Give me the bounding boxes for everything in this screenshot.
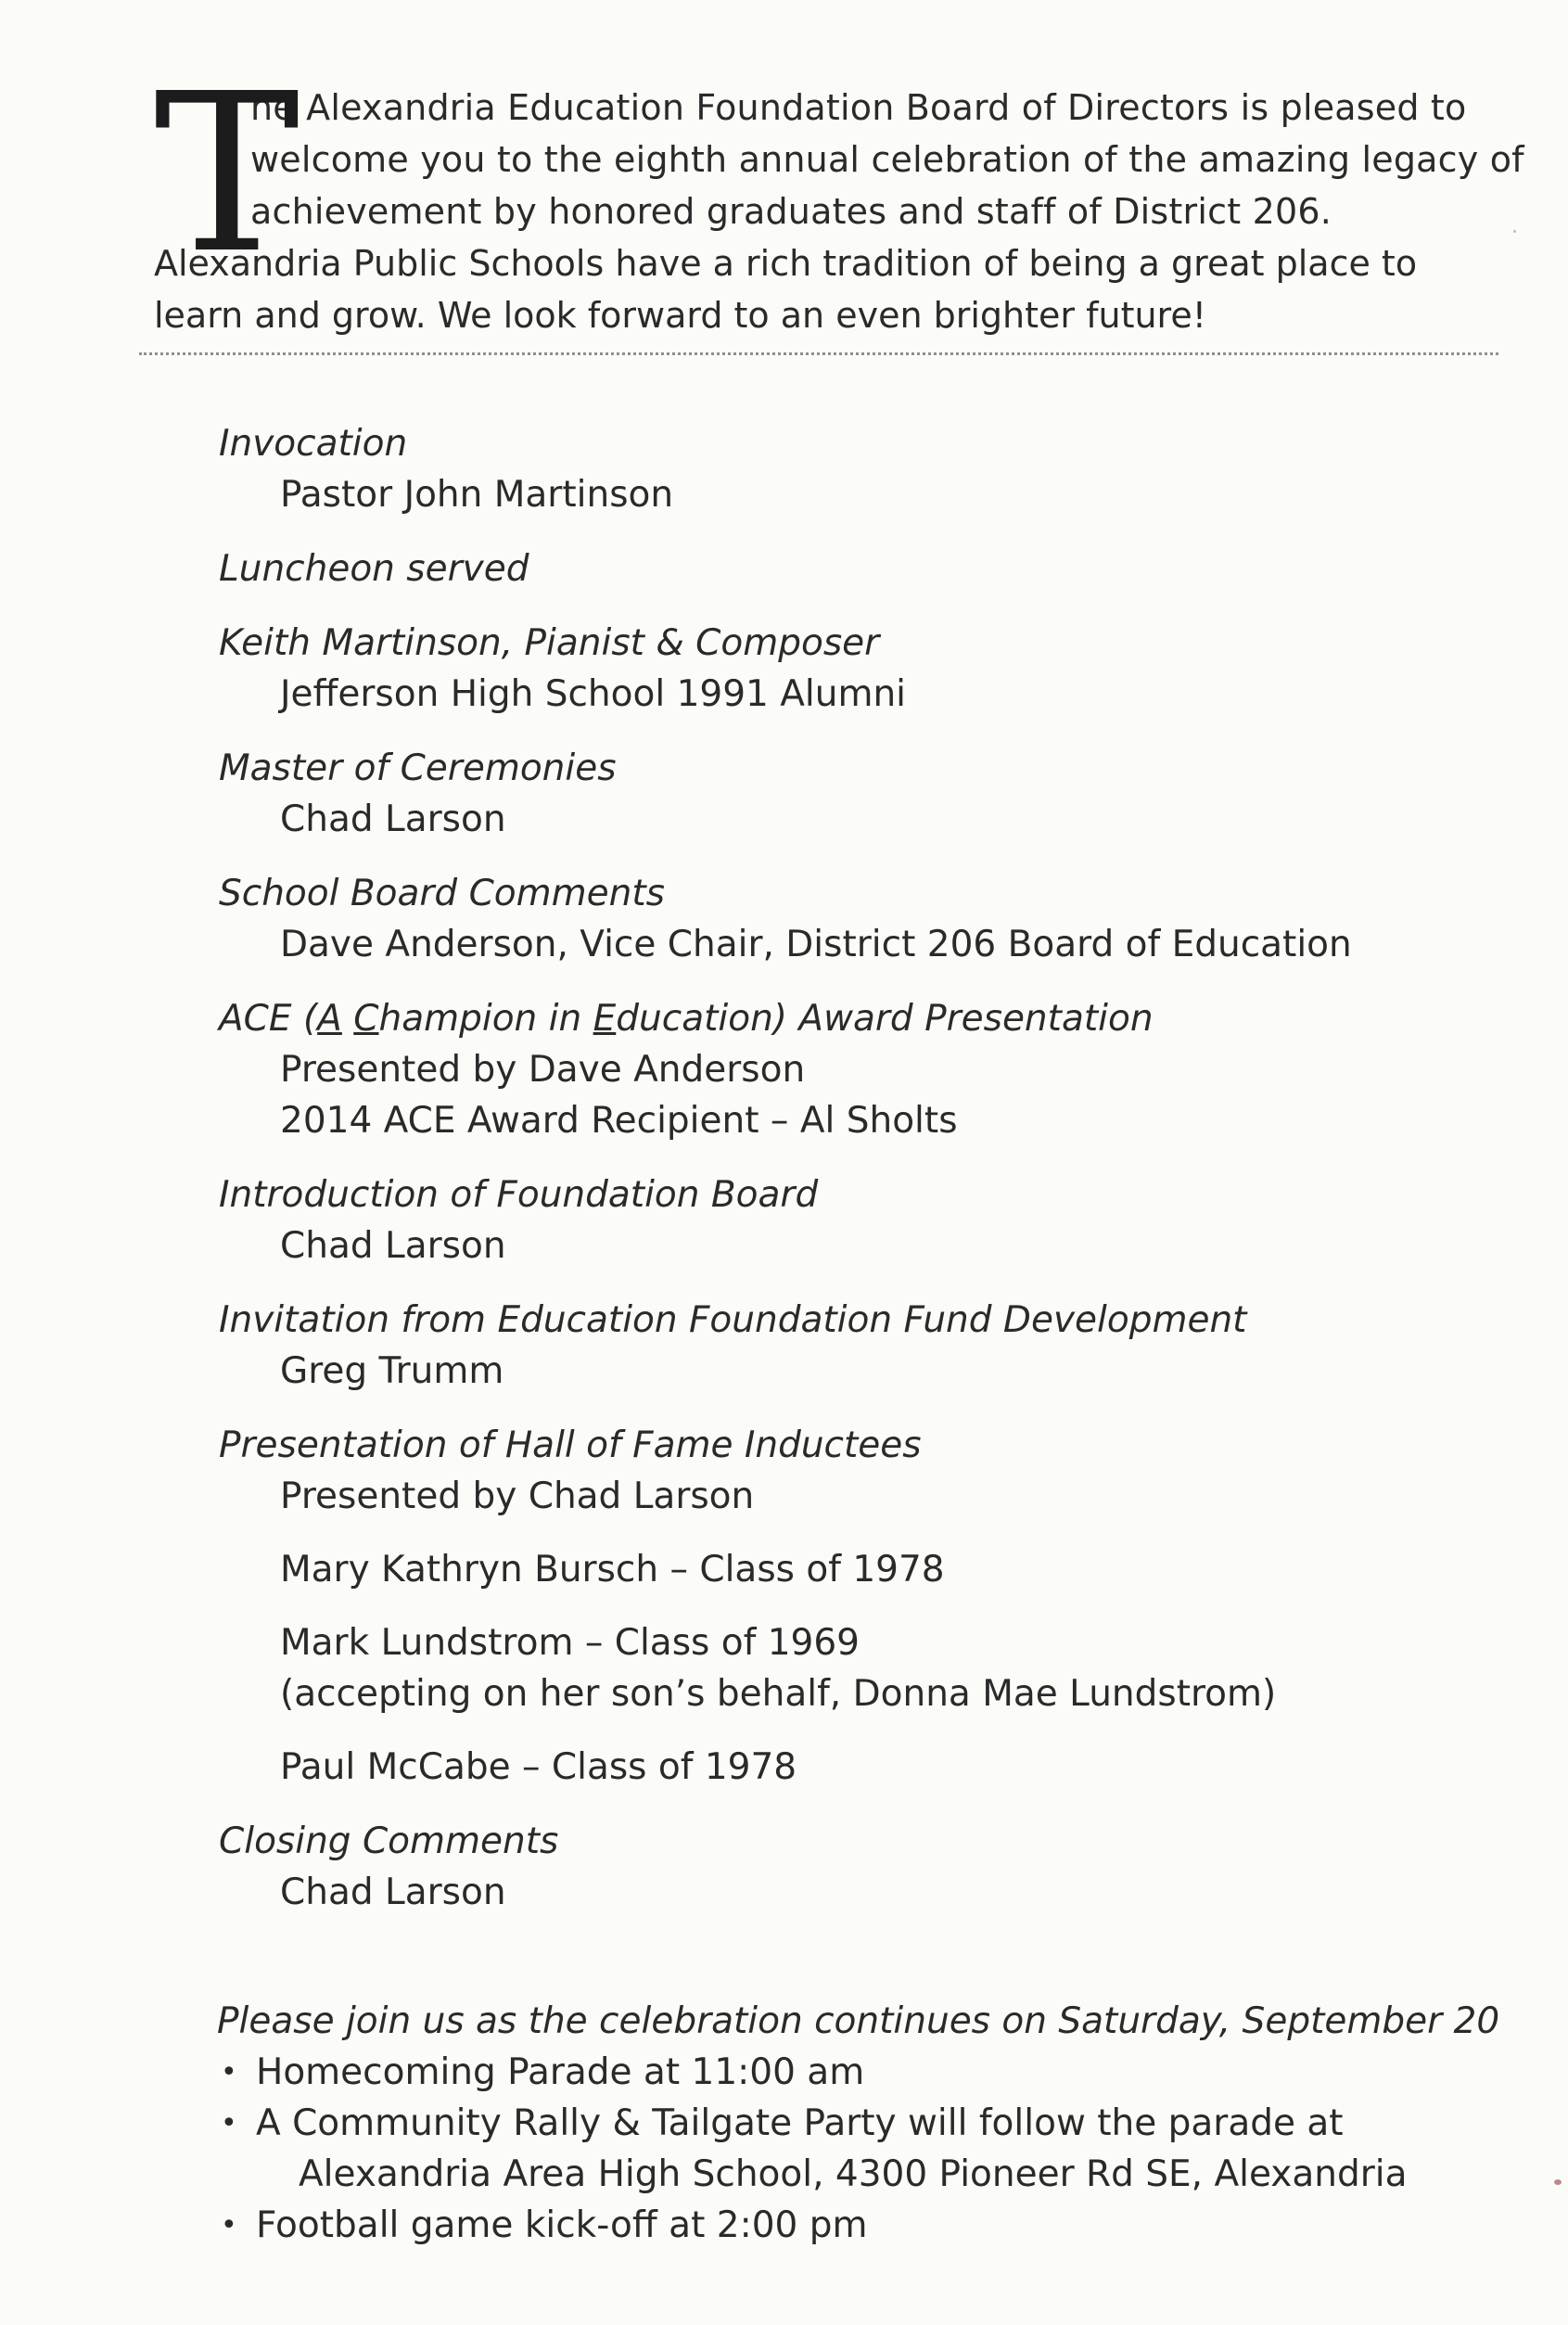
program-heading: Closing Comments — [219, 1820, 559, 1862]
welcome-line: Alexandria Public Schools have a rich tradition of being a great place to — [154, 243, 1418, 284]
program-detail: Chad Larson — [280, 1225, 506, 1267]
inductee: Paul McCabe – Class of 1978 — [280, 1746, 797, 1788]
program-detail: Chad Larson — [280, 1871, 506, 1913]
welcome-paragraph — [154, 46, 1524, 341]
program-detail: Dave Anderson, Vice Chair, District 206 Board of Education — [280, 924, 1352, 965]
program-item-school-board — [219, 869, 1517, 970]
paper-speck — [1513, 230, 1516, 233]
bullet-icon: • — [221, 2056, 237, 2089]
program-item-fund-development — [219, 1296, 1517, 1397]
inductee-note: (accepting on her son’s behalf, Donna Mae Lundstrom) — [280, 1673, 1277, 1715]
program-heading: Invocation — [219, 423, 408, 465]
program-list — [219, 419, 1517, 1942]
event-bullet — [217, 2047, 1534, 2098]
heading-initial: E — [593, 998, 617, 1040]
saturday-events — [217, 1996, 1534, 2251]
inductee: Mary Kathryn Bursch – Class of 1978 — [280, 1549, 945, 1590]
inductee: Mark Lundstrom – Class of 1969 — [280, 1622, 860, 1664]
heading-part: ducation) Award Presentation — [616, 998, 1154, 1040]
event-bullet — [217, 2098, 1534, 2149]
paper-speck — [1554, 2179, 1562, 2185]
heading-part — [342, 998, 353, 1040]
heading-initial: C — [353, 998, 379, 1040]
program-detail: Chad Larson — [280, 798, 506, 840]
events-heading: Please join us as the celebration continues on Saturday, September 20 — [217, 2000, 1500, 2042]
program-detail: 2014 ACE Award Recipient – Al Sholts — [280, 1100, 958, 1142]
program-item-ace-award — [219, 994, 1517, 1146]
event-text: A Community Rally & Tailgate Party will follow the parade at — [256, 2102, 1344, 2144]
welcome-indented-lines — [250, 82, 1524, 237]
event-bullet — [217, 2200, 1534, 2251]
program-heading: School Board Comments — [219, 873, 665, 914]
heading-part: ACE ( — [219, 998, 318, 1040]
bullet-icon: • — [221, 2107, 237, 2140]
welcome-line: achievement by honored graduates and staff of District 206. — [250, 191, 1332, 232]
program-heading: Luncheon served — [219, 548, 529, 590]
program-item-foundation-board — [219, 1170, 1517, 1271]
welcome-line: learn and grow. We look forward to an even brighter future! — [154, 295, 1206, 336]
program-item-master-of-ceremonies — [219, 744, 1517, 845]
welcome-line: he Alexandria Education Foundation Board of Directors is pleased to — [250, 87, 1467, 128]
program-detail: Presented by Chad Larson — [280, 1475, 755, 1517]
program-detail: Presented by Dave Anderson — [280, 1049, 806, 1091]
program-heading: Presentation of Hall of Fame Inductees — [219, 1424, 922, 1466]
program-item-closing — [219, 1817, 1517, 1918]
program-heading — [219, 994, 1517, 1044]
program-item-luncheon — [219, 544, 1517, 594]
heading-part: hampion in — [378, 998, 593, 1040]
program-heading: Introduction of Foundation Board — [219, 1174, 819, 1216]
heading-initial: A — [317, 998, 342, 1040]
program-detail: Jefferson High School 1991 Alumni — [280, 673, 907, 715]
program-heading: Master of Ceremonies — [219, 747, 617, 789]
program-detail: Pastor John Martinson — [280, 474, 674, 516]
event-text-continued: Alexandria Area High School, 4300 Pioneer Rd SE, Alexandria — [299, 2153, 1408, 2195]
program-item-hall-of-fame — [219, 1421, 1517, 1793]
program-heading: Invitation from Education Foundation Fund Development — [219, 1299, 1247, 1341]
dotted-divider — [139, 352, 1498, 355]
program-item-invocation — [219, 419, 1517, 520]
event-text: Homecoming Parade at 11:00 am — [256, 2051, 865, 2093]
program-heading: Keith Martinson, Pianist & Composer — [219, 622, 880, 664]
welcome-line: welcome you to the eighth annual celebration of the amazing legacy of — [250, 139, 1524, 180]
event-text: Football game kick-off at 2:00 pm — [256, 2204, 868, 2246]
program-detail: Greg Trumm — [280, 1350, 504, 1392]
drop-cap: T — [154, 46, 300, 301]
bullet-icon: • — [221, 2209, 237, 2242]
program-item-pianist — [219, 619, 1517, 720]
